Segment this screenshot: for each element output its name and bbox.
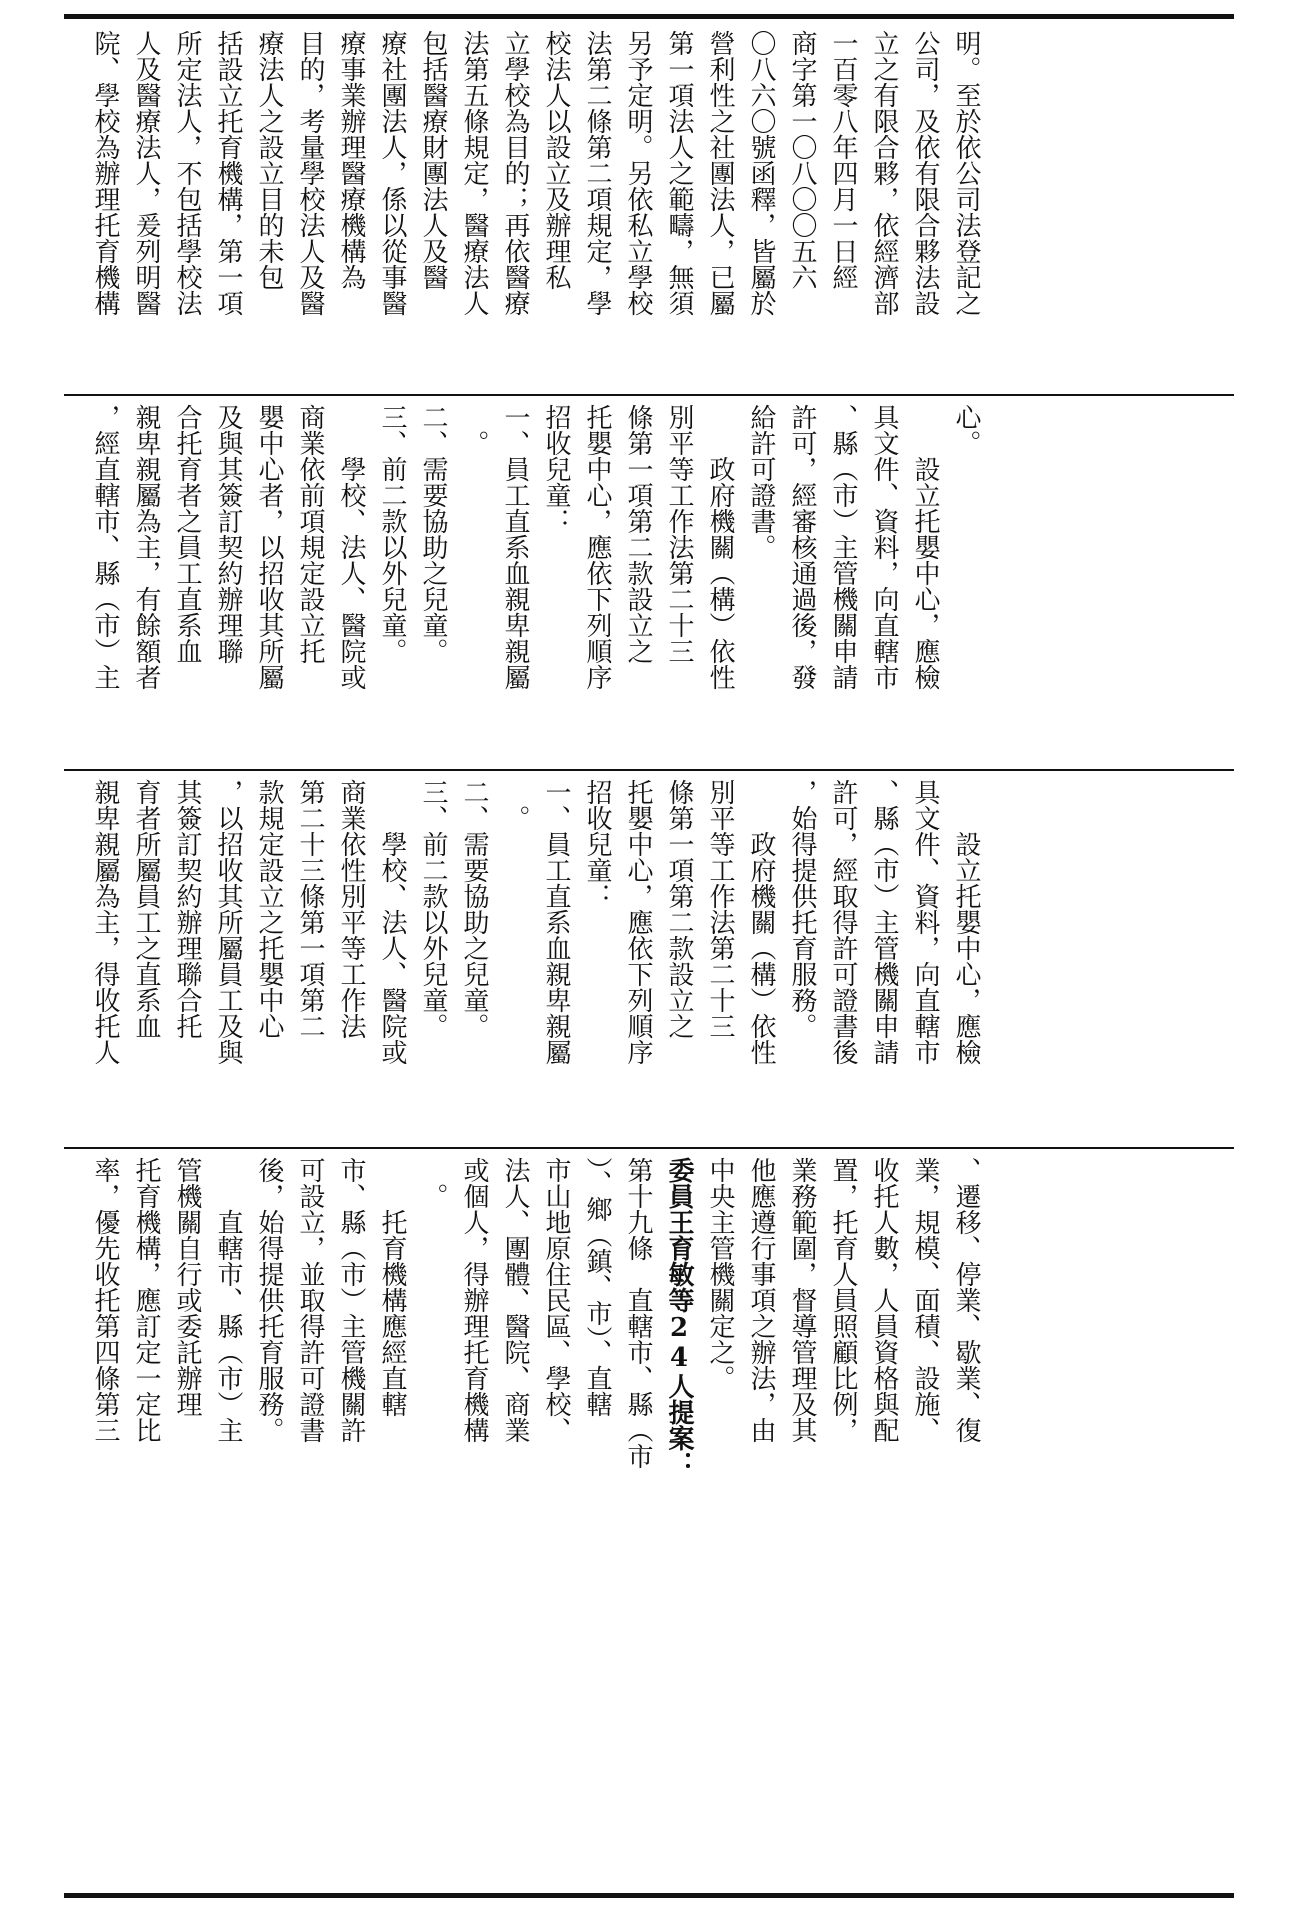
text-column: 。 [418,1157,448,1209]
text-column: 、遷移、停業、歇業、復 [951,1157,981,1443]
text-column: 法人、團體、醫院、商業 [500,1157,530,1443]
text-column: 托育機構，應訂定一定比 [131,1157,161,1443]
text-column: 市、縣（市）主管機關許 [336,1157,366,1443]
text-column: 具文件、資料，向直轄市 [910,779,940,1065]
text-column: 立之有限合夥，依經濟部 [869,30,899,316]
text-column: 療社團法人，係以從事醫 [377,30,407,316]
top-rule [64,14,1234,19]
text-column: 包括醫療財團法人及醫 [418,30,448,290]
text-column: 人及醫療法人，爰列明醫 [131,30,161,316]
text-column: 政府機關（構）依性 [746,779,776,1065]
text-column: 三、前二款以外兒童。 [418,779,448,1039]
text-column: 款規定設立之托嬰中心 [254,779,284,1039]
text-column: 設立托嬰中心，應檢 [910,404,940,690]
text-column: 目的，考量學校法人及醫 [295,30,325,316]
text-column: 許可，經取得許可證書後 [828,779,858,1065]
vertical-text-block [84,779,986,1139]
text-column: 親卑親屬為主，有餘額者 [131,404,161,690]
text-column: 招收兒童： [582,779,612,909]
text-column: 中央主管機關定之。 [705,1157,735,1391]
text-column: 他應遵行事項之辦法，由 [746,1157,776,1443]
text-column: 明。至於依公司法登記之 [951,30,981,316]
text-column: 可設立，並取得許可證書 [295,1157,325,1443]
text-column: 別平等工作法第二十三 [705,779,735,1039]
text-column: 立學校為目的；再依醫療 [500,30,530,316]
text-column: ）、鄉（鎮、市）、直轄 [582,1157,612,1417]
text-column: 嬰中心者，以招收其所屬 [254,404,284,690]
text-column: 許可，經審核通過後，發 [787,404,817,690]
text-column: 。 [500,779,530,831]
text-column: 市山地原住民區、學校、 [541,1157,571,1443]
text-column: 第十九條 直轄市、縣（市 [623,1157,653,1469]
text-column: 設立托嬰中心，應檢 [951,779,981,1065]
text-column: 直轄市、縣（市）主 [213,1157,243,1443]
band-divider-3 [64,1147,1234,1149]
text-column: 委員王育敏等24人提案： [664,1157,694,1477]
text-column: 育者所屬員工之直系血 [131,779,161,1039]
text-column: 。 [459,404,489,456]
text-column: 合托育者之員工直系血 [172,404,202,664]
text-column: 托嬰中心，應依下列順序 [582,404,612,690]
text-column: 商業依前項規定設立托 [295,404,325,664]
text-column: 、縣（市）主管機關申請 [869,779,899,1065]
text-column: 業，規模、面積、設施、 [910,1157,940,1443]
text-column: 〇八六〇號函釋，皆屬於 [746,30,776,316]
text-band-4 [84,1157,1234,1517]
text-column: 條第一項第二款設立之 [623,404,653,664]
text-column: 三、前二款以外兒童。 [377,404,407,664]
text-column: 商業依性別平等工作法 [336,779,366,1039]
text-column: 療法人之設立目的未包 [254,30,284,290]
vertical-text-block [84,1157,986,1517]
text-column: 後，始得提供托育服務。 [254,1157,284,1443]
text-column: 第一項法人之範疇，無須 [664,30,694,316]
text-column: 一百零八年四月一日經 [828,30,858,290]
text-column: ，以招收其所屬員工及與 [213,779,243,1065]
text-column: 托育機構應經直轄 [377,1157,407,1417]
text-column: 親卑親屬為主，得收托人 [90,779,120,1065]
text-column: ，經直轄市、縣（市）主 [90,404,120,690]
vertical-text-block [84,30,986,385]
text-column: 、縣（市）主管機關申請 [828,404,858,690]
text-column: 校法人以設立及辦理私 [541,30,571,290]
text-column: 管機關自行或委託辦理 [172,1157,202,1417]
text-column: 一、員工直系血親卑親屬 [541,779,571,1065]
text-column: 法第五條規定，醫療法人 [459,30,489,316]
text-column: 院、學校為辦理托育機構 [90,30,120,316]
text-band-1 [84,30,1234,385]
text-column: 商字第一〇八〇〇五六 [787,30,817,290]
text-column: 第二十三條第一項第二 [295,779,325,1039]
text-column: 括設立托育機構，第一項 [213,30,243,316]
text-column: 置，托育人員照顧比例， [828,1157,858,1443]
text-column: 收托人數，人員資格與配 [869,1157,899,1443]
text-column: 或個人，得辦理托育機構 [459,1157,489,1443]
text-column: 給許可證書。 [746,404,776,560]
text-column: 二、需要協助之兒童。 [459,779,489,1039]
text-column: 所定法人，不包括學校法 [172,30,202,316]
text-column: 法第二條第二項規定，學 [582,30,612,316]
text-band-2 [84,404,1234,761]
text-column: 營利性之社團法人，已屬 [705,30,735,316]
text-column: 學校、法人、醫院或 [336,404,366,690]
text-column: 具文件、資料，向直轄市 [869,404,899,690]
band-divider-2 [64,769,1234,771]
text-column: 學校、法人、醫院或 [377,779,407,1065]
text-column: 二、需要協助之兒童。 [418,404,448,664]
text-column: 其簽訂契約辦理聯合托 [172,779,202,1039]
text-column: 別平等工作法第二十三 [664,404,694,664]
text-column: 率，優先收托第四條第三 [90,1157,120,1443]
text-column: 一、員工直系血親卑親屬 [500,404,530,690]
text-column: 托嬰中心，應依下列順序 [623,779,653,1065]
bottom-rule [64,1893,1234,1898]
text-band-3 [84,779,1234,1139]
text-column: 療事業辦理醫療機構為 [336,30,366,290]
band-divider-1 [64,394,1234,396]
vertical-text-block [84,404,986,761]
text-column: 另予定明。另依私立學校 [623,30,653,316]
text-column: 公司，及依有限合夥法設 [910,30,940,316]
text-column: 政府機關（構）依性 [705,404,735,690]
text-column: 及與其簽訂契約辦理聯 [213,404,243,664]
text-column: ，始得提供托育服務。 [787,779,817,1039]
text-column: 招收兒童： [541,404,571,534]
text-column: 心。 [951,404,981,456]
text-column: 業務範圍，督導管理及其 [787,1157,817,1443]
text-column: 條第一項第二款設立之 [664,779,694,1039]
